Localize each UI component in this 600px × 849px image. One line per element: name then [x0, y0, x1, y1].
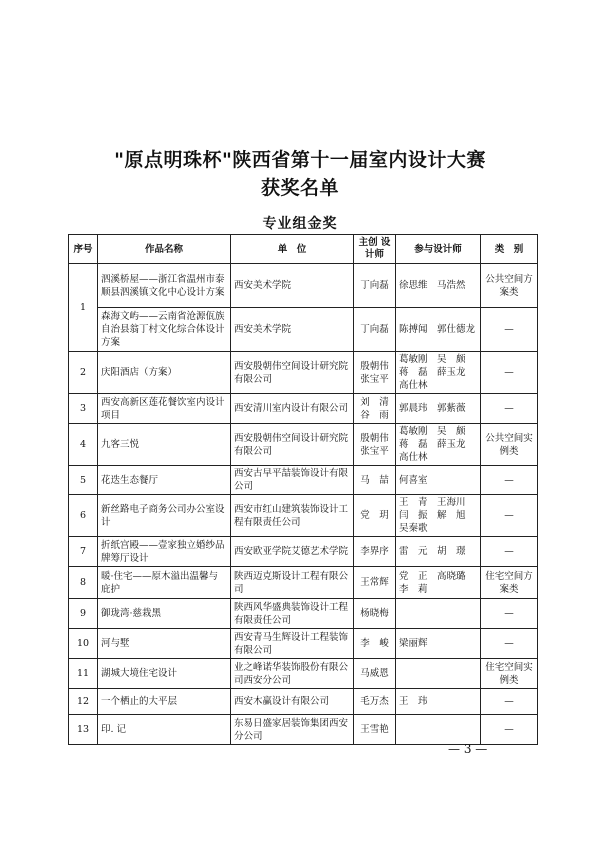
row-number: 5 — [69, 466, 98, 495]
table-row — [69, 424, 538, 466]
unit-name: 西安美术学院 — [231, 308, 354, 352]
table-row — [69, 308, 538, 352]
participants: 陈搏闻 郭仕德龙 — [396, 308, 481, 352]
unit-name: 业之峰诺华装饰股份有限公司西安分公司 — [231, 659, 354, 689]
category: — — [481, 308, 538, 352]
work-title: 一个栖止的大平层 — [98, 689, 231, 715]
work-title: 九客三悦 — [98, 424, 231, 466]
document-title-line2: 获奖名单 — [260, 177, 339, 199]
row-number: 9 — [69, 599, 98, 629]
table-row — [69, 264, 538, 308]
table-row — [69, 466, 538, 495]
work-title: 西安高新区莲花餐饮室内设计项目 — [98, 394, 231, 424]
category: — — [481, 352, 538, 394]
table-row — [69, 689, 538, 715]
row-number: 3 — [69, 394, 98, 424]
participants: 徐思维 马浩然 — [396, 264, 481, 308]
participants: 葛敏刚 吴 颇 蒋 磊 薛玉龙 高仕林 — [396, 352, 481, 394]
section-title: 专业组金奖 — [262, 216, 338, 232]
participants: 葛敏刚 吴 颇 蒋 磊 薛玉龙 高仕林 — [396, 424, 481, 466]
unit-name: 西安欧亚学院艾德艺术学院 — [231, 537, 354, 567]
lead-designer: 殷朝伟 张宝平 — [354, 352, 396, 394]
unit-name: 西安殷朝伟空间设计研究院有限公司 — [231, 352, 354, 394]
participants: 王 玮 — [396, 689, 481, 715]
row-number: 7 — [69, 537, 98, 567]
row-number: 13 — [69, 715, 98, 745]
participants: 梁丽辉 — [396, 629, 481, 659]
lead-designer: 李界序 — [354, 537, 396, 567]
category: — — [481, 466, 538, 495]
category: 公共空间实例类 — [481, 424, 538, 466]
work-title: 湖城大境住宅设计 — [98, 659, 231, 689]
lead-designer: 王常辉 — [354, 567, 396, 599]
unit-name: 陕西迈克斯设计工程有限公司 — [231, 567, 354, 599]
lead-designer: 丁向磊 — [354, 308, 396, 352]
work-title: 泗溪桥屋——浙江省温州市泰顺县泗溪镇文化中心设计方案 — [98, 264, 231, 308]
category: — — [481, 689, 538, 715]
category: — — [481, 537, 538, 567]
row-number: 2 — [69, 352, 98, 394]
row-number: 11 — [69, 659, 98, 689]
header-work: 作品名称 — [98, 235, 231, 264]
row-number: 1 — [69, 264, 98, 352]
document-title-line1: "原点明珠杯"陕西省第十一届室内设计大赛 — [114, 149, 486, 171]
category: — — [481, 495, 538, 537]
row-number: 8 — [69, 567, 98, 599]
participants — [396, 659, 481, 689]
table-row — [69, 567, 538, 599]
participants: 雷 元 胡 璟 — [396, 537, 481, 567]
row-number: 12 — [69, 689, 98, 715]
lead-designer: 马 喆 — [354, 466, 396, 495]
unit-name: 西安古早平喆装饰设计有限公司 — [231, 466, 354, 495]
table-header-row — [69, 235, 538, 264]
work-title: 新丝路电子商务公司办公室设计 — [98, 495, 231, 537]
work-title: 花迭生态餐厅 — [98, 466, 231, 495]
lead-designer: 丁向磊 — [354, 264, 396, 308]
row-number: 10 — [69, 629, 98, 659]
participants: 党 正 高晓璐 李 莉 — [396, 567, 481, 599]
work-title: 森海文屿——云南省沧源佤族自治县翁丁村文化综合体设计方案 — [98, 308, 231, 352]
row-number: 4 — [69, 424, 98, 466]
header-participants: 参与设计师 — [396, 235, 481, 264]
table-row — [69, 495, 538, 537]
lead-designer: 李 峻 — [354, 629, 396, 659]
unit-name: 西安清川室内设计有限公司 — [231, 394, 354, 424]
unit-name: 西安殷朝伟空间设计研究院有限公司 — [231, 424, 354, 466]
table-row — [69, 659, 538, 689]
table-row — [69, 599, 538, 629]
table-row — [69, 394, 538, 424]
header-unit: 单 位 — [231, 235, 354, 264]
header-category: 类 别 — [481, 235, 538, 264]
participants: 王 青 王海川 闫 振 解 旭 吴秦歌 — [396, 495, 481, 537]
unit-name: 西安木赢设计有限公司 — [231, 689, 354, 715]
awards-table — [68, 234, 538, 745]
participants: 郭晨玮 郭紫薇 — [396, 394, 481, 424]
category: — — [481, 629, 538, 659]
category: — — [481, 715, 538, 745]
work-title: 庆阳酒店（方案） — [98, 352, 231, 394]
table-row — [69, 537, 538, 567]
lead-designer: 马威恩 — [354, 659, 396, 689]
table-row — [69, 715, 538, 745]
unit-name: 东易日盛家居装饰集团西安分公司 — [231, 715, 354, 745]
category: 住宅空间方案类 — [481, 567, 538, 599]
lead-designer: 殷朝伟 张宝平 — [354, 424, 396, 466]
category: 公共空间方案类 — [481, 264, 538, 308]
header-seq: 序号 — [69, 235, 98, 264]
page-number: — 3 — — [448, 742, 488, 756]
participants: 何喜室 — [396, 466, 481, 495]
work-title: 折纸宫殿——壹家独立婚纱品牌筹厅设计 — [98, 537, 231, 567]
lead-designer: 王雪艳 — [354, 715, 396, 745]
row-number: 6 — [69, 495, 98, 537]
participants — [396, 715, 481, 745]
unit-name: 陕西风华盛典装饰设计工程有限责任公司 — [231, 599, 354, 629]
category: 住宅空间实例类 — [481, 659, 538, 689]
unit-name: 西安市红山建筑装饰设计工程有限责任公司 — [231, 495, 354, 537]
unit-name: 西安青马生辉设计工程装饰有限公司 — [231, 629, 354, 659]
work-title: 暖·住宅——原木溢出温馨与庇护 — [98, 567, 231, 599]
category: — — [481, 599, 538, 629]
work-title: 河与墅 — [98, 629, 231, 659]
lead-designer: 杨晓梅 — [354, 599, 396, 629]
participants — [396, 599, 481, 629]
lead-designer: 党 玥 — [354, 495, 396, 537]
category: — — [481, 394, 538, 424]
header-designer: 主创 设计师 — [354, 235, 396, 264]
lead-designer: 刘 清 谷 雨 — [354, 394, 396, 424]
table-row — [69, 352, 538, 394]
unit-name: 西安美术学院 — [231, 264, 354, 308]
table-row — [69, 629, 538, 659]
work-title: 印. 记 — [98, 715, 231, 745]
work-title: 御珑湾·慈栽黑 — [98, 599, 231, 629]
lead-designer: 毛万杰 — [354, 689, 396, 715]
